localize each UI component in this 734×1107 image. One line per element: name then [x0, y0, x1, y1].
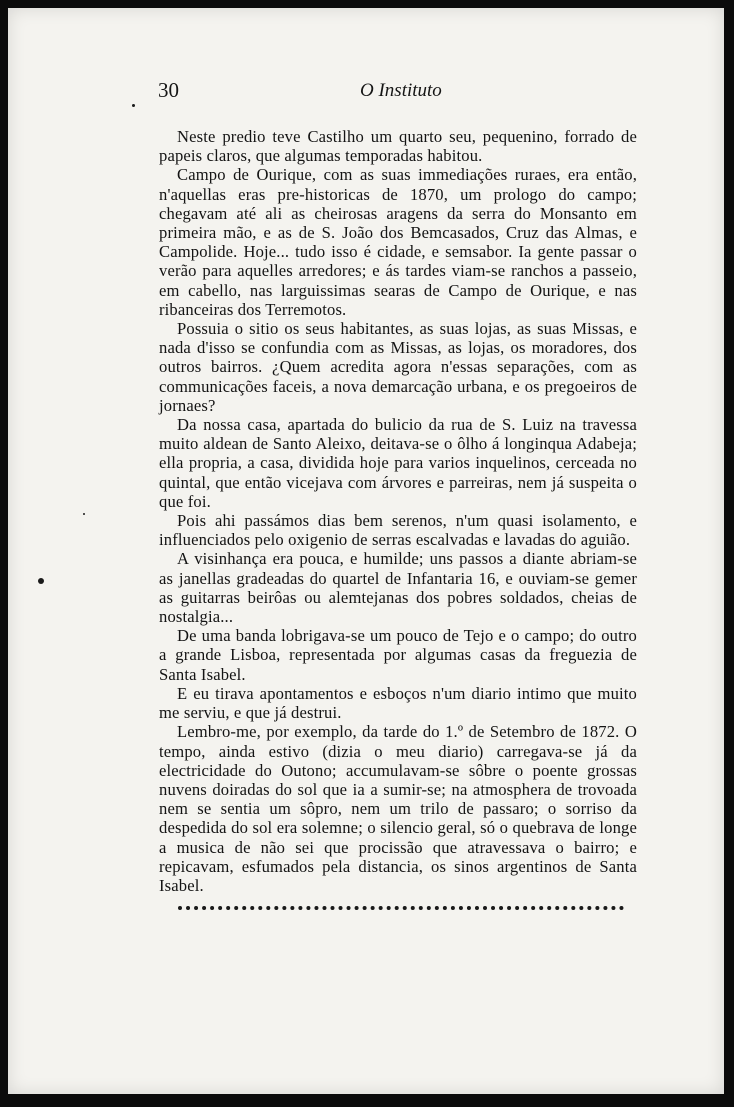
paragraph: A visinhança era pouca, e humilde; uns passos a diante abriam-se as janellas gradeadas do quartel de Infantaria 16, e ouviam-se gemer as guitarras beirôas ou alemtejanas dos pobres soldados, cheias de nostalgia...	[159, 549, 637, 627]
page-number: 30	[158, 78, 179, 102]
paragraph: E eu tirava apontamentos e esboços n'um diario intimo que muito me serviu, e que já destrui.	[159, 683, 637, 723]
page-header	[158, 78, 638, 108]
paragraph: Pois ahi passámos dias bem serenos, n'um quasi isolamento, e influenciados pelo oxigenio de serras escalvadas e lavadas do aguião.	[159, 511, 637, 550]
scan-speck	[132, 104, 135, 107]
paragraph: Neste predio teve Castilho um quarto seu, pequenino, forrado de papeis claros, que algumas temporadas habitou.	[159, 127, 637, 166]
body-text	[159, 127, 637, 895]
section-dotted-rule	[178, 906, 624, 910]
running-title: O Instituto	[360, 80, 442, 101]
paragraph: Campo de Ourique, com as suas immediações ruraes, era então, n'aquellas eras pre-historicas de 1870, um prologo do campo; chegavam até ali as cheirosas aragens da serra do Monsanto em primeira mão, e as de S. João dos Bemcasados, Cruz das Almas, e Campolide. Hoje... tudo isso é cidade, e semsabor. Ia gente passar o verão para aquelles arredores; e ás tardes viam-se ranchos a passeio, em cabello, nas larguissimas searas de Campo de Ourique, e nas ribanceiras dos Terremotos.	[159, 165, 637, 319]
scan-border-right	[724, 0, 734, 1107]
paragraph: De uma banda lobrigava-se um pouco de Tejo e o campo; do outro a grande Lisboa, representada por algumas casas da freguezia de Santa Isabel.	[159, 626, 637, 684]
paragraph: Da nossa casa, apartada do bulicio da rua de S. Luiz na travessa muito aldean de Santo Aleixo, deitava-se o ôlho á longinqua Adabeja; ella propria, a casa, dividida hoje para varios inquelinos, cerceada no quintal, que então vicejava com árvores e parreiras, nem já suspeita o que foi.	[159, 415, 637, 511]
paragraph: Lembro-me, por exemplo, da tarde do 1.º de Setembro de 1872. O tempo, ainda estivo (dizia o meu diario) carregava-se já da electricidade do Outono; accumulavam-se sôbre o poente grossas nuvens doiradas do sol que ia a sumir-se; na atmosphera de trovoada nem se sentia um sôpro, nem um trilo de passaro; o sorriso da despedida do sol era solemne; o silencio geral, só o quebrava de longe a musica de não sei que procissão que atravessava o bairro; e repicavam, esfumados pela distancia, os sinos argentinos de Santa Isabel.	[159, 722, 637, 895]
scan-speck	[38, 578, 44, 584]
scan-speck	[83, 513, 85, 515]
paragraph: Possuia o sitio os seus habitantes, as suas lojas, as suas Missas, e nada d'isso se confundia com as Missas, as lojas, os moradores, dos outros bairros. ¿Quem acredita agora n'essas separações, com as communicações faceis, a nova demarcação urbana, e os pregoeiros de jornaes?	[159, 319, 637, 415]
